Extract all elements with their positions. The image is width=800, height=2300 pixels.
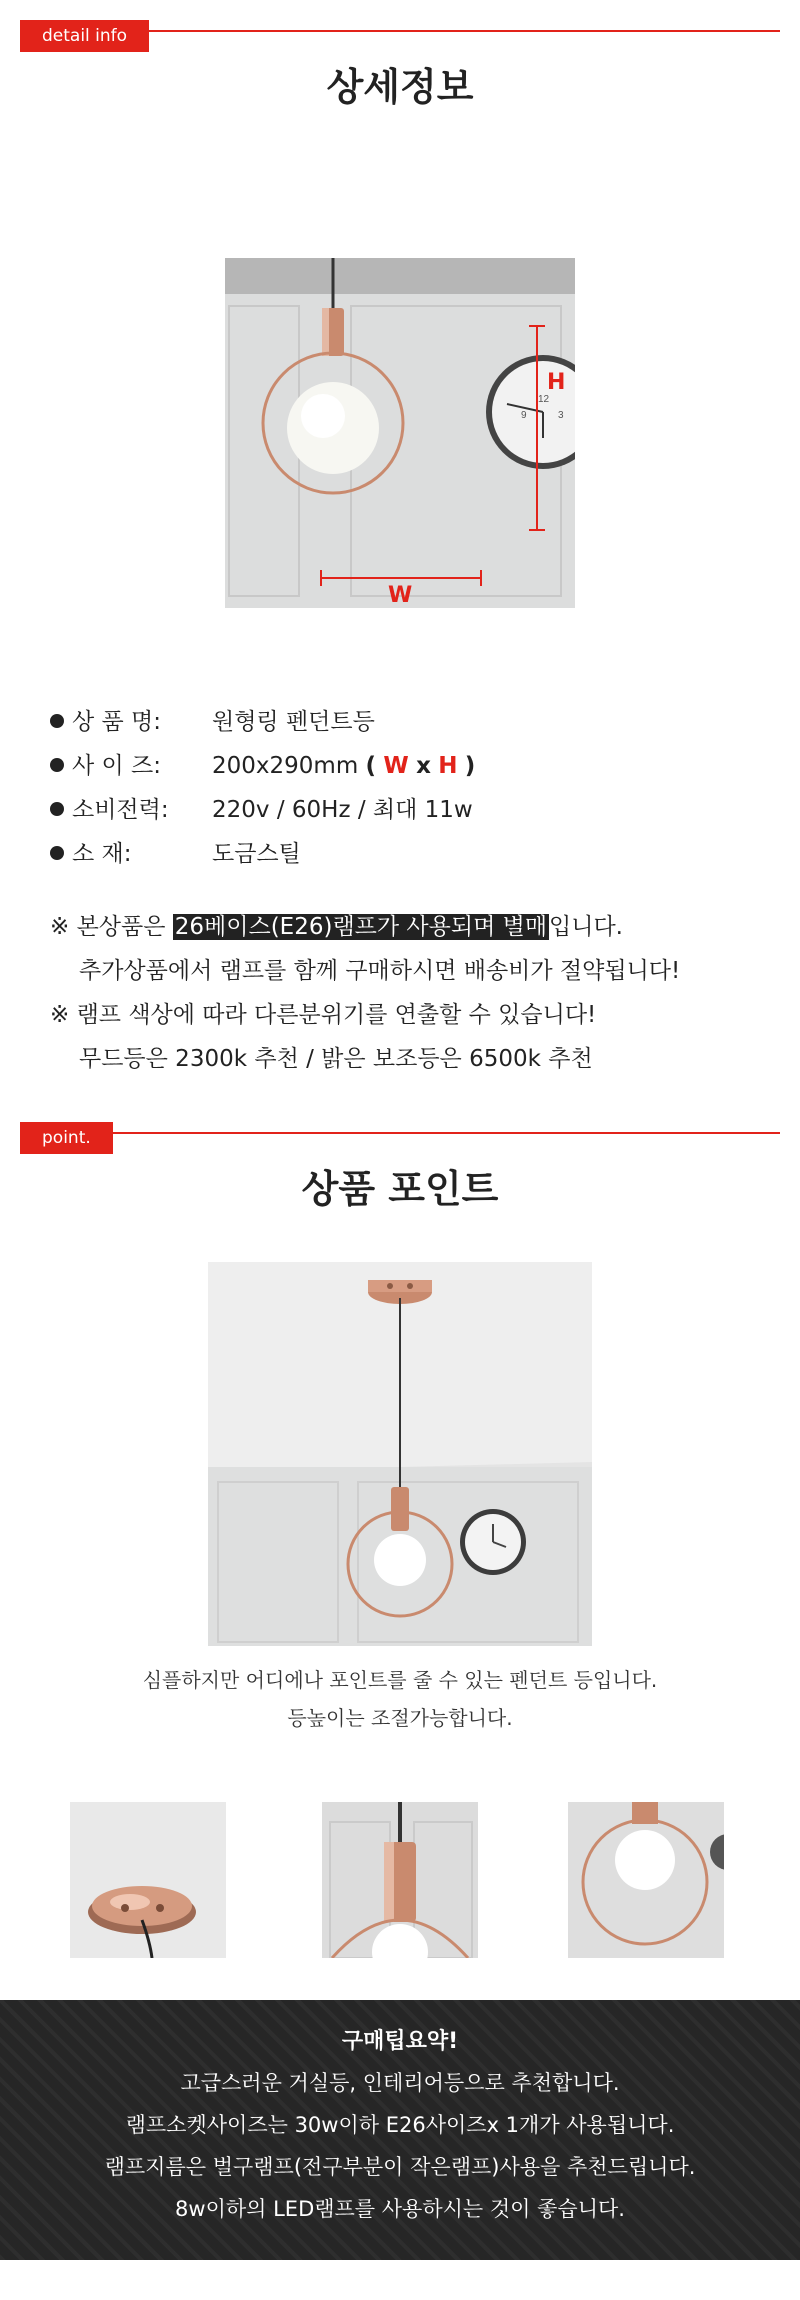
pendant-lamp-icon xyxy=(568,1802,724,1958)
note-line-2: 추가상품에서 램프를 함께 구매하시면 배송비가 절약됩니다! xyxy=(79,958,681,984)
bullet-icon xyxy=(50,758,64,772)
pendant-lamp-icon xyxy=(225,258,575,608)
detail-info-tag: detail info xyxy=(20,20,149,52)
spec-row-material xyxy=(50,832,750,876)
pendant-lamp-icon xyxy=(208,1262,592,1646)
notes-block xyxy=(50,905,770,1081)
pendant-lamp-icon xyxy=(322,1802,478,1958)
tips-line: 고급스러운 거실등, 인테리어등으로 추천합니다. xyxy=(180,2071,620,2095)
svg-text:12: 12 xyxy=(538,394,550,405)
spec-value: 도금스틸 xyxy=(212,841,301,867)
note-text: 본상품은 xyxy=(76,914,166,940)
product-dimension-photo xyxy=(225,258,575,608)
wall-clock-icon xyxy=(460,1509,526,1575)
point-caption-1: 심플하지만 어디에나 포인트를 줄 수 있는 펜던트 등입니다. xyxy=(142,1668,658,1692)
note-line-4: 무드등은 2300k 추천 / 밝은 보조등은 6500k 추천 xyxy=(79,1046,593,1072)
spec-row-size xyxy=(50,744,750,788)
tips-line: 8w이하의 LED램프를 사용하시는 것이 좋습니다. xyxy=(175,2197,625,2221)
point-bar xyxy=(20,1122,780,1154)
bullet-icon xyxy=(50,802,64,816)
note-text: 램프 색상에 따라 다른분위기를 연출할 수 있습니다! xyxy=(76,1002,597,1028)
paren-close: ) xyxy=(464,753,476,779)
spec-label: 소 재: xyxy=(72,841,132,867)
ceiling-canopy-icon xyxy=(70,1802,226,1958)
svg-text:9: 9 xyxy=(521,410,527,421)
size-w-letter: W xyxy=(383,753,409,779)
tips-title: 구매팁요약! xyxy=(341,2029,459,2054)
detail-info-bar xyxy=(20,20,780,52)
spec-list xyxy=(50,700,750,876)
detail-title: 상세정보 xyxy=(326,65,474,109)
bullet-icon xyxy=(50,846,64,860)
size-x-letter: x xyxy=(416,753,431,779)
point-title: 상품 포인트 xyxy=(301,1167,499,1211)
svg-text:3: 3 xyxy=(558,410,564,421)
size-h-letter: H xyxy=(438,753,458,779)
purchase-tips-box xyxy=(0,2000,800,2260)
divider-line xyxy=(20,1132,780,1134)
dimension-h-label: H xyxy=(547,370,566,395)
bullet-icon xyxy=(50,714,64,728)
note-highlight: 26베이스(E26)램프가 사용되며 별매 xyxy=(174,914,548,940)
spec-label: 상 품 명: xyxy=(72,709,162,735)
spec-label: 사 이 즈: xyxy=(72,753,162,779)
product-main-photo xyxy=(208,1262,592,1646)
spec-row-power xyxy=(50,788,750,832)
paren-open: ( xyxy=(365,753,377,779)
thumbnail-socket xyxy=(322,1802,478,1958)
thumbnail-canopy xyxy=(70,1802,226,1958)
spec-value: 220v / 60Hz / 최대 11w xyxy=(212,797,473,823)
note-mark: ※ xyxy=(50,914,70,940)
spec-value: 200x290mm xyxy=(212,753,359,779)
thumbnail-ring xyxy=(568,1802,724,1958)
note-text: 입니다. xyxy=(549,914,623,940)
dimension-w-label: W xyxy=(388,583,413,608)
spec-label: 소비전력: xyxy=(72,797,169,823)
tips-line: 램프지름은 벌구램프(전구부분이 작은램프)사용을 추천드립니다. xyxy=(104,2155,696,2179)
note-line-3 xyxy=(50,993,770,1037)
note-mark: ※ xyxy=(50,1002,70,1028)
note-line-1 xyxy=(50,905,770,949)
tips-line: 램프소켓사이즈는 30w이하 E26사이즈x 1개가 사용됩니다. xyxy=(125,2113,675,2137)
spec-value: 원형링 펜던트등 xyxy=(212,709,375,735)
point-tag: point. xyxy=(20,1122,113,1154)
point-caption-2: 등높이는 조절가능합니다. xyxy=(287,1706,513,1730)
spec-row-name xyxy=(50,700,750,744)
